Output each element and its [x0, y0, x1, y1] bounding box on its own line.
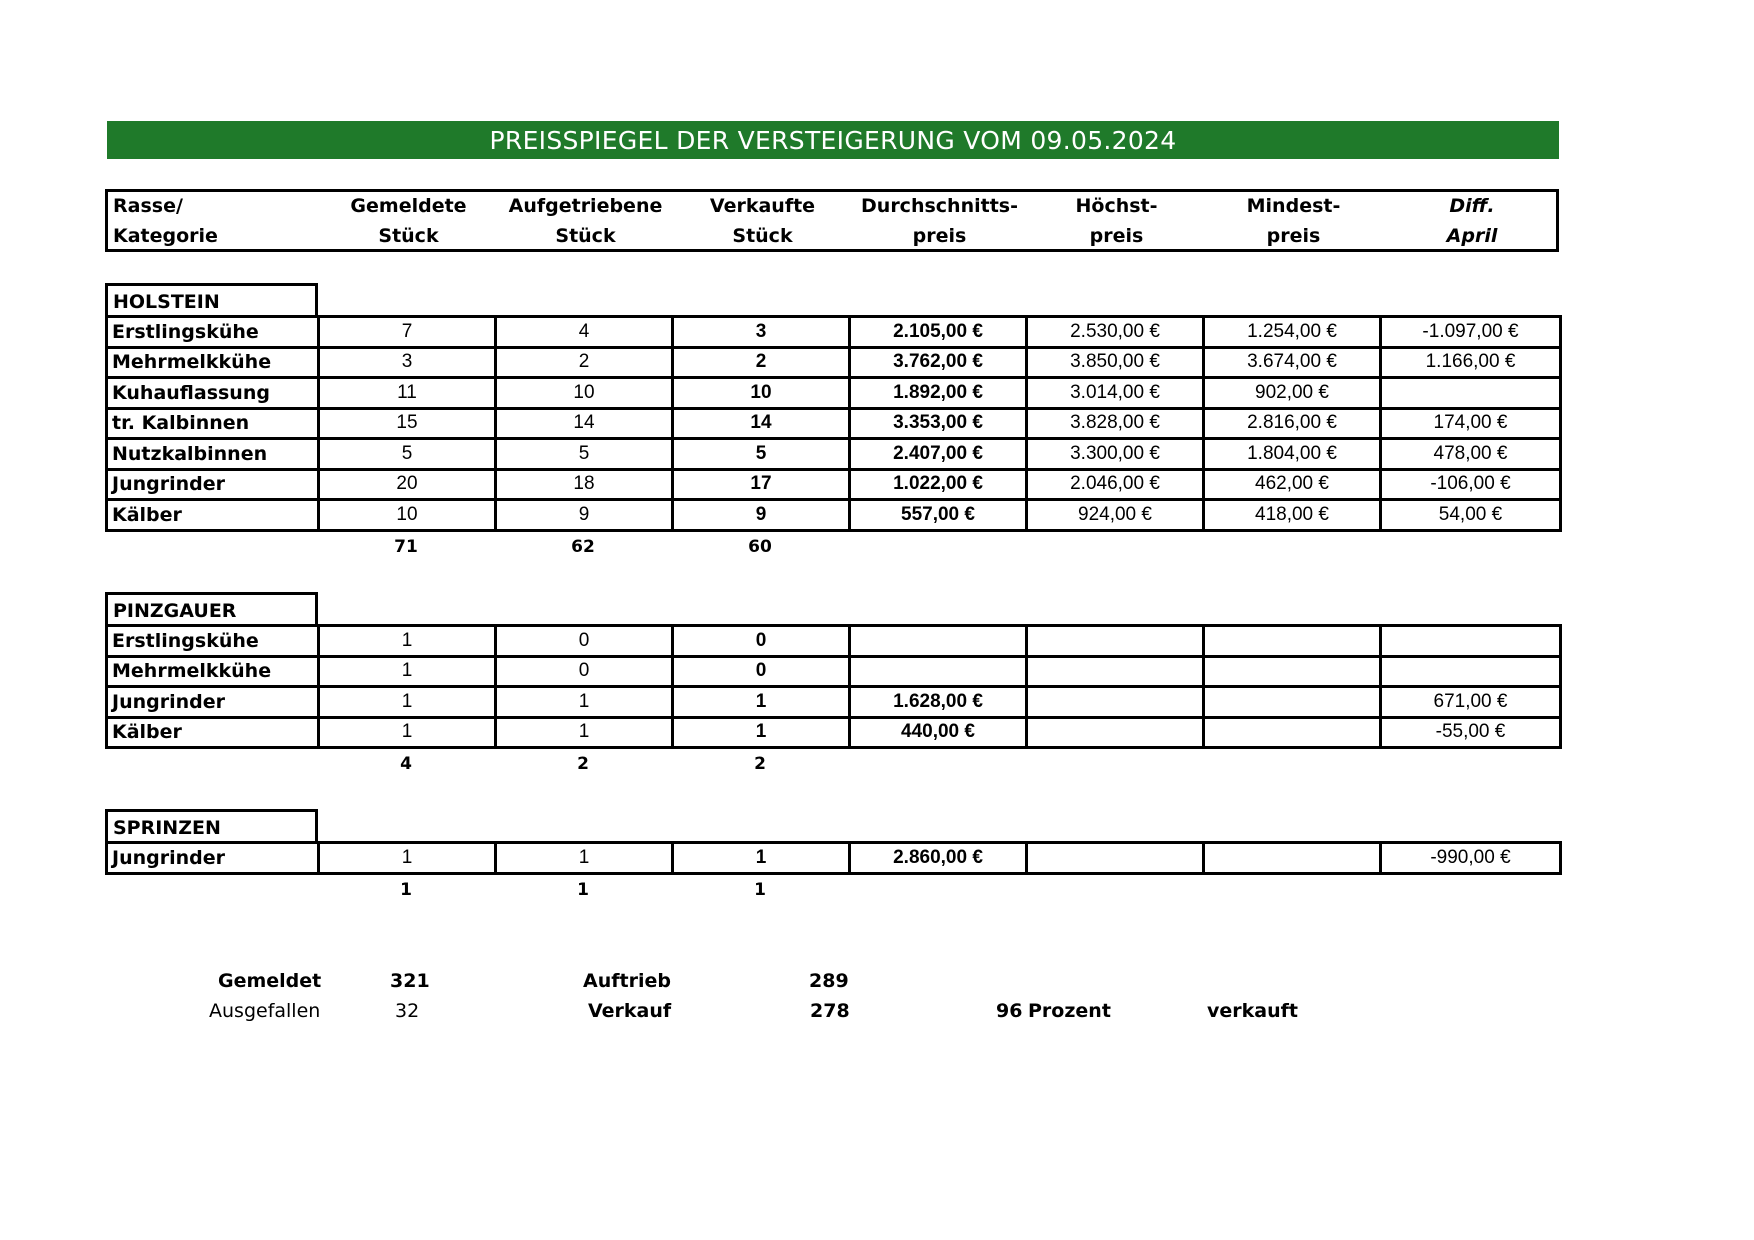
cell-diff-april: 1.166,00 € [1381, 347, 1561, 378]
cell-hoechstpreis [1027, 656, 1204, 687]
header-aufgetriebene [497, 192, 674, 249]
header-gemeldete [320, 192, 497, 249]
header-line: preis [1089, 224, 1144, 247]
cell-verkaufte: 17 [673, 469, 850, 500]
cell-durchschnittspreis: 1.022,00 € [850, 469, 1027, 500]
section-table [105, 841, 1562, 875]
cell-gemeldete: 1 [319, 687, 496, 718]
cell-mindestpreis [1204, 656, 1381, 687]
cell-gemeldete: 11 [319, 378, 496, 409]
cell-mindestpreis [1204, 687, 1381, 718]
cell-durchschnittspreis: 1.892,00 € [850, 378, 1027, 409]
header-line: Kategorie [113, 224, 218, 247]
cell-durchschnittspreis: 3.353,00 € [850, 408, 1027, 439]
cell-hoechstpreis: 2.530,00 € [1027, 317, 1204, 348]
cell-diff-april: -106,00 € [1381, 469, 1561, 500]
cell-durchschnittspreis: 2.860,00 € [850, 843, 1027, 874]
cell-mindestpreis [1204, 717, 1381, 748]
table-row [107, 469, 1561, 500]
cell-category: Nutzkalbinnen [107, 439, 319, 470]
cell-diff-april: 54,00 € [1381, 500, 1561, 531]
cell-diff-april: 478,00 € [1381, 439, 1561, 470]
gemeldet-value: 321 [390, 970, 430, 992]
cell-verkaufte: 1 [673, 717, 850, 748]
header-line: preis [1266, 224, 1321, 247]
cell-category: Jungrinder [107, 687, 319, 718]
cell-gemeldete: 15 [319, 408, 496, 439]
header-line: Stück [555, 224, 616, 247]
total-aufgetriebene: 2 [577, 754, 589, 774]
cell-verkaufte: 10 [673, 378, 850, 409]
cell-aufgetriebene: 18 [496, 469, 673, 500]
total-gemeldete: 4 [400, 754, 412, 774]
header-line: Gemeldete [350, 194, 467, 217]
header-line: Durchschnitts- [861, 194, 1018, 217]
cell-gemeldete: 10 [319, 500, 496, 531]
header-line: Diff. [1449, 194, 1495, 217]
cell-category: Jungrinder [107, 843, 319, 874]
cell-durchschnittspreis: 2.407,00 € [850, 439, 1027, 470]
cell-verkaufte: 1 [673, 843, 850, 874]
cell-category: Erstlingskühe [107, 317, 319, 348]
table-row [107, 843, 1561, 874]
cell-durchschnittspreis [850, 626, 1027, 657]
cell-aufgetriebene: 0 [496, 656, 673, 687]
column-header [105, 189, 1559, 252]
section-title-sprinzen: SPRINZEN [105, 809, 318, 843]
cell-gemeldete: 1 [319, 717, 496, 748]
total-verkaufte: 60 [748, 536, 772, 557]
cell-mindestpreis: 1.254,00 € [1204, 317, 1381, 348]
cell-diff-april: -990,00 € [1381, 843, 1561, 874]
cell-aufgetriebene: 10 [496, 378, 673, 409]
cell-verkaufte: 3 [673, 317, 850, 348]
cell-gemeldete: 1 [319, 626, 496, 657]
total-gemeldete: 71 [394, 536, 418, 557]
cell-mindestpreis [1204, 626, 1381, 657]
cell-verkaufte: 5 [673, 439, 850, 470]
cell-category: Kälber [107, 717, 319, 748]
table-row [107, 626, 1561, 657]
cell-hoechstpreis [1027, 626, 1204, 657]
cell-durchschnittspreis: 557,00 € [850, 500, 1027, 531]
cell-verkaufte: 1 [673, 687, 850, 718]
cell-aufgetriebene: 5 [496, 439, 673, 470]
cell-verkaufte: 14 [673, 408, 850, 439]
total-aufgetriebene: 1 [577, 879, 589, 900]
header-line: Stück [378, 224, 439, 247]
cell-aufgetriebene: 1 [496, 717, 673, 748]
auftrieb-label: Auftrieb [583, 970, 671, 992]
verkauft-label: verkauft [1207, 1000, 1298, 1022]
cell-diff-april [1381, 626, 1561, 657]
table-row [107, 717, 1561, 748]
total-verkaufte: 2 [754, 754, 766, 774]
header-line: Mindest- [1246, 194, 1341, 217]
prozent-value: 96 [996, 1000, 1023, 1022]
cell-category: Kälber [107, 500, 319, 531]
cell-hoechstpreis [1027, 717, 1204, 748]
cell-durchschnittspreis: 440,00 € [850, 717, 1027, 748]
cell-mindestpreis: 902,00 € [1204, 378, 1381, 409]
cell-category: Kuhauflassung [107, 378, 319, 409]
header-mindestpreis [1205, 192, 1382, 249]
section-table [105, 624, 1562, 749]
cell-aufgetriebene: 2 [496, 347, 673, 378]
cell-verkaufte: 0 [673, 626, 850, 657]
cell-aufgetriebene: 1 [496, 843, 673, 874]
cell-gemeldete: 1 [319, 656, 496, 687]
cell-durchschnittspreis: 2.105,00 € [850, 317, 1027, 348]
cell-hoechstpreis: 3.850,00 € [1027, 347, 1204, 378]
table-row [107, 347, 1561, 378]
cell-diff-april [1381, 378, 1561, 409]
header-line: Stück [732, 224, 793, 247]
cell-verkaufte: 2 [673, 347, 850, 378]
header-line: Höchst- [1075, 194, 1158, 217]
cell-hoechstpreis: 3.828,00 € [1027, 408, 1204, 439]
section-table [105, 315, 1562, 532]
cell-category: Erstlingskühe [107, 626, 319, 657]
total-aufgetriebene: 62 [571, 536, 595, 557]
cell-gemeldete: 20 [319, 469, 496, 500]
cell-hoechstpreis: 2.046,00 € [1027, 469, 1204, 500]
header-line: Aufgetriebene [508, 194, 663, 217]
section-title-pinzgauer: PINZGAUER [105, 592, 318, 626]
total-verkaufte: 1 [754, 879, 766, 900]
table-row [107, 656, 1561, 687]
prozent-label: Prozent [1028, 1000, 1111, 1022]
total-gemeldete: 1 [400, 879, 412, 900]
cell-mindestpreis: 462,00 € [1204, 469, 1381, 500]
header-verkaufte [674, 192, 851, 249]
cell-aufgetriebene: 14 [496, 408, 673, 439]
verkauf-label: Verkauf [588, 1000, 672, 1022]
cell-aufgetriebene: 0 [496, 626, 673, 657]
cell-gemeldete: 7 [319, 317, 496, 348]
header-diff-april [1382, 192, 1562, 249]
cell-diff-april: 671,00 € [1381, 687, 1561, 718]
header-line: Verkaufte [709, 194, 816, 217]
cell-mindestpreis: 2.816,00 € [1204, 408, 1381, 439]
cell-aufgetriebene: 9 [496, 500, 673, 531]
cell-category: Mehrmelkkühe [107, 347, 319, 378]
table-row [107, 500, 1561, 531]
cell-gemeldete: 3 [319, 347, 496, 378]
cell-durchschnittspreis [850, 656, 1027, 687]
section-title-holstein: HOLSTEIN [105, 283, 318, 317]
cell-aufgetriebene: 1 [496, 687, 673, 718]
cell-aufgetriebene: 4 [496, 317, 673, 348]
cell-diff-april: -55,00 € [1381, 717, 1561, 748]
cell-verkaufte: 0 [673, 656, 850, 687]
header-durchschnittspreis [851, 192, 1028, 249]
header-hoechstpreis [1028, 192, 1205, 249]
header-line: April [1446, 224, 1498, 247]
cell-hoechstpreis: 924,00 € [1027, 500, 1204, 531]
cell-mindestpreis [1204, 843, 1381, 874]
cell-durchschnittspreis: 1.628,00 € [850, 687, 1027, 718]
cell-category: tr. Kalbinnen [107, 408, 319, 439]
cell-mindestpreis: 3.674,00 € [1204, 347, 1381, 378]
cell-diff-april: -1.097,00 € [1381, 317, 1561, 348]
table-row [107, 687, 1561, 718]
ausgefallen-value: 32 [395, 1000, 420, 1022]
ausgefallen-label: Ausgefallen [209, 1000, 321, 1022]
cell-diff-april [1381, 656, 1561, 687]
cell-verkaufte: 9 [673, 500, 850, 531]
cell-gemeldete: 5 [319, 439, 496, 470]
cell-gemeldete: 1 [319, 843, 496, 874]
table-row [107, 439, 1561, 470]
header-category [108, 192, 325, 249]
gemeldet-label: Gemeldet [218, 970, 322, 992]
cell-mindestpreis: 418,00 € [1204, 500, 1381, 531]
cell-diff-april: 174,00 € [1381, 408, 1561, 439]
table-row [107, 408, 1561, 439]
auftrieb-value: 289 [809, 970, 849, 992]
cell-hoechstpreis: 3.014,00 € [1027, 378, 1204, 409]
verkauf-value: 278 [810, 1000, 850, 1022]
cell-hoechstpreis [1027, 843, 1204, 874]
table-row [107, 317, 1561, 348]
cell-hoechstpreis [1027, 687, 1204, 718]
header-line: Rasse/ [113, 194, 183, 217]
cell-category: Mehrmelkkühe [107, 656, 319, 687]
cell-durchschnittspreis: 3.762,00 € [850, 347, 1027, 378]
page-title: PREISSPIEGEL DER VERSTEIGERUNG VOM 09.05.2024 [107, 121, 1559, 159]
cell-mindestpreis: 1.804,00 € [1204, 439, 1381, 470]
table-row [107, 378, 1561, 409]
cell-hoechstpreis: 3.300,00 € [1027, 439, 1204, 470]
cell-category: Jungrinder [107, 469, 319, 500]
header-line: preis [912, 224, 967, 247]
